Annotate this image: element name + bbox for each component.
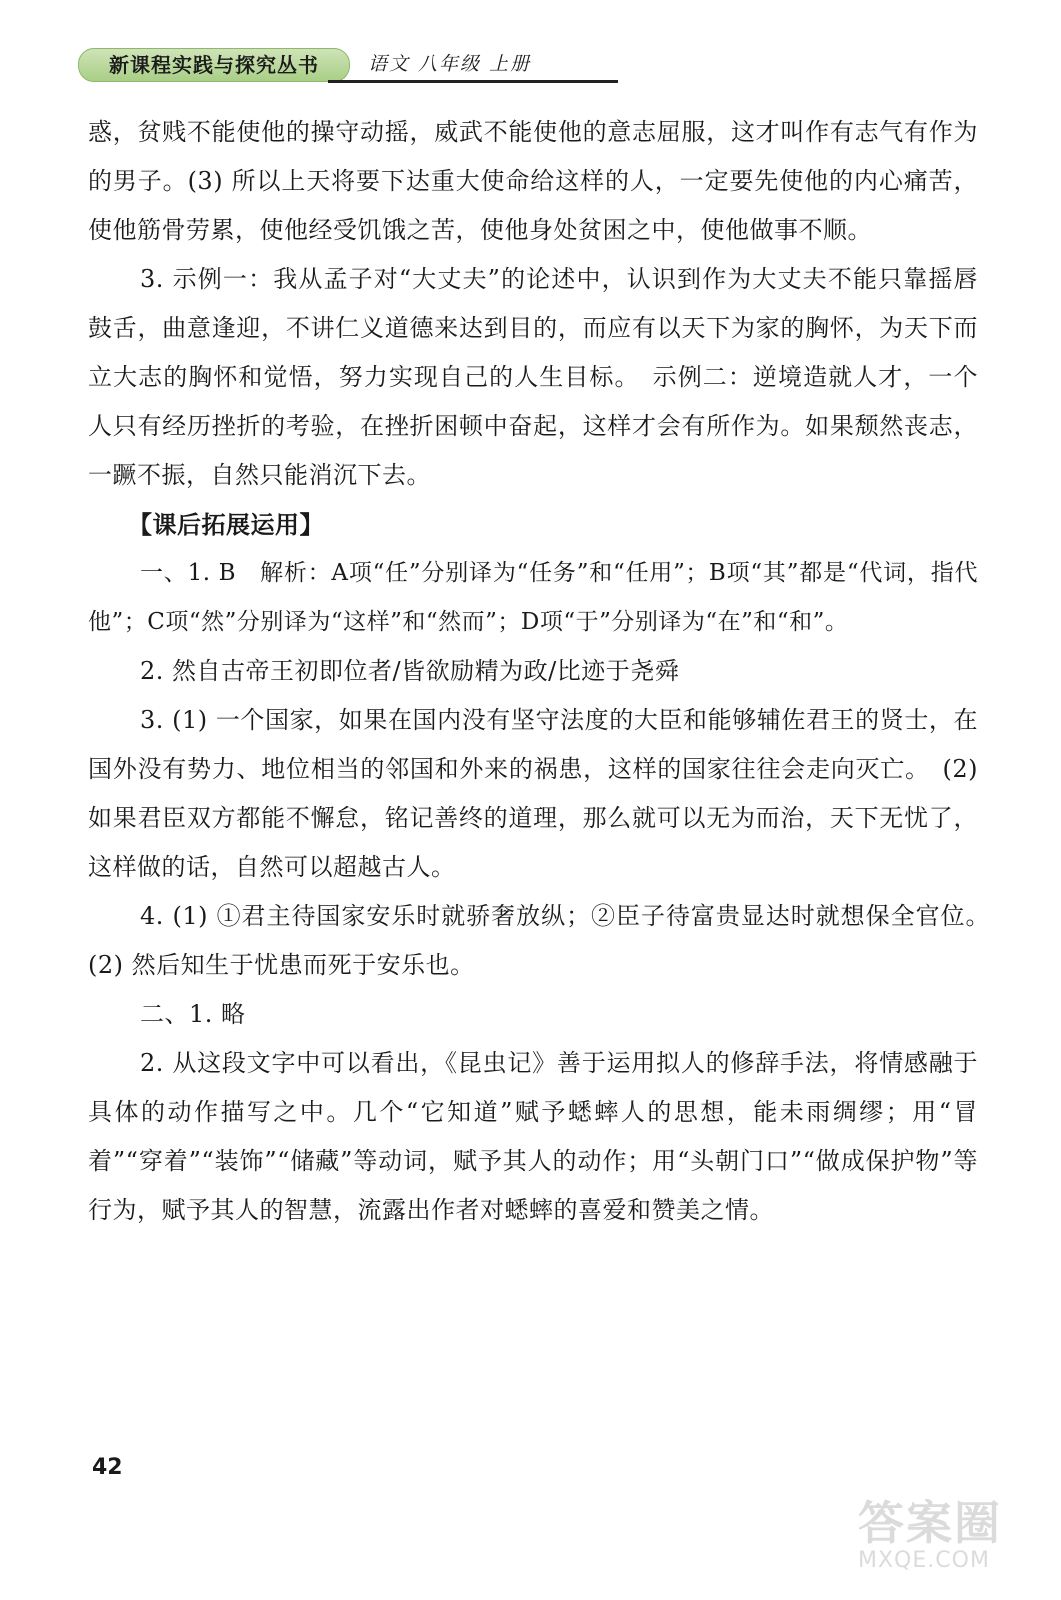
answer-paragraph: 2. 然自古帝王初即位者/皆欲励精为政/比迹于尧舜 [140,657,680,685]
answer-paragraph: 二、1. 略 [140,1000,246,1028]
book-subtitle: 语文 八年级 上册 [368,53,532,75]
watermark-logo-text: 答案圈 [858,1496,1002,1550]
section-heading: 【课后拓展运用】 [128,510,324,539]
answer-paragraph: 3. (1) 一个国家，如果在国内没有坚守法度的大臣和能够辅佐君王的贤士，在国外没有势力、地位相当的邻国和外来的祸患，这样的国家往往会走向灭亡。 (2) 如果君臣双方都能不懈怠，铭记善终的道理，那么就可以无为而治，天下无忧了，这样做的话，自然可以超越古人。 [88,706,978,881]
page-header [78,44,598,86]
series-title-badge: 新课程实践与探究丛书 [78,48,350,82]
answer-content [88,108,1003,1235]
answer-paragraph: 惑，贫贱不能使他的操守动摇，威武不能使他的意志屈服，这才叫作有志气有作为的男子。(3) 所以上天将要下达重大使命给这样的人，一定要先使他的内心痛苦，使他筋骨劳累，使他经受饥饿之苦，使他身处贫困之中，使他做事不顺。 [88,118,978,244]
watermark-url: MXQE.COM [858,1548,990,1573]
answer-paragraph: 3. 示例一：我从孟子对“大丈夫”的论述中，认识到作为大丈夫不能只靠摇唇鼓舌，曲意逢迎，不讲仁义道德来达到目的，而应有以天下为家的胸怀，为天下而立大志的胸怀和觉悟，努力实现自己的人生目标。 示例二：逆境造就人才，一个人只有经历挫折的考验，在挫折困顿中奋起，这样才会有所作为。如果颓然丧志，一蹶不振，自然只能消沉下去。 [88,265,978,489]
header-rule [328,80,618,83]
watermark-logo [858,1498,1028,1588]
answer-paragraph: 4. (1) ①君主待国家安乐时就骄奢放纵；②臣子待富贵显达时就想保全官位。 (2) 然后知生于忧患而死于安乐也。 [88,902,1003,979]
page-number: 42 [92,1455,123,1480]
answer-paragraph: 2. 从这段文字中可以看出，《昆虫记》善于运用拟人的修辞手法，将情感融于具体的动作描写之中。几个“它知道”赋予蟋蟀人的思想，能未雨绸缪；用“冒着”“穿着”“装饰”“储藏”等动词，赋予其人的动作；用“头朝门口”“做成保护物”等行为，赋予其人的智慧，流露出作者对蟋蟀的喜爱和赞美之情。 [88,1049,978,1224]
answer-paragraph: 一、1. B 解析：A项“任”分别译为“任务”和“任用”；B项“其”都是“代词，指代他”；C项“然”分别译为“这样”和“然而”；D项“于”分别译为“在”和“和”。 [88,560,978,635]
